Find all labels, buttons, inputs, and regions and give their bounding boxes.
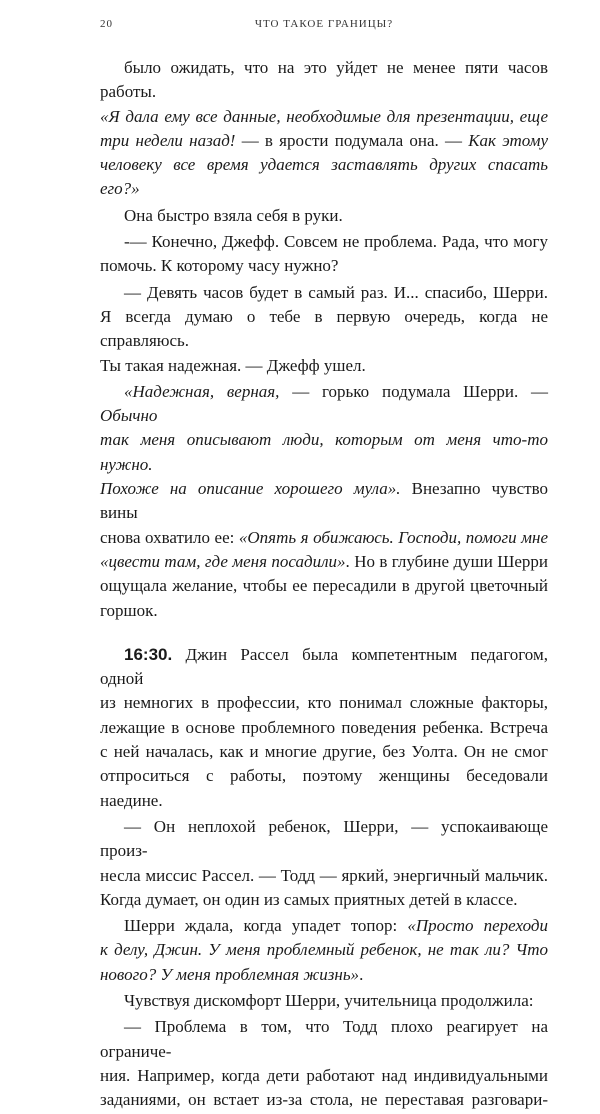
text-line [100,1064,548,1088]
text-run: — Девять часов будет в самый раз. И... спасибо, Шерри. [124,282,548,302]
text-line [100,963,548,987]
text-line [100,428,548,477]
text-line [100,643,548,692]
text-run: . Но в глубине души Шерри [345,551,548,571]
text-line [100,716,548,740]
italic-text: «Просто переходи [407,916,548,936]
text-run: — Проблема в том, что Тодд плохо реагирует на ограниче- [100,1017,548,1061]
text-line [100,815,548,864]
text-run: Когда думает, он один из самых приятных детей в классе. [100,889,518,909]
text-run: помочь. К которому часу нужно? [100,256,339,276]
text-run: лежащие в основе проблемного поведения ребенка. Встреча [100,717,548,737]
text-run: с ней началась, как и многие другие, без Уолта. Он не смог [100,742,548,762]
italic-text: человеку все время удается заставлять других спасать его?» [100,155,548,199]
text-run: Джин Рассел была компетентным педагогом, одной [100,644,548,689]
paragraph [100,56,548,202]
text-run: из немногих в профессии, кто понимал сложные факторы, [100,693,548,713]
text-line [100,599,548,623]
text-line [100,230,548,254]
text-line [100,204,548,228]
paragraph [100,1015,548,1112]
italic-text: «Я дала ему все данные, необходимые для презентации, еще [100,106,548,126]
text-run: -— Конечно, Джефф. Совсем не проблема. Рада, что могу [124,232,548,252]
running-title: ЧТО ТАКОЕ ГРАНИЦЫ? [254,18,394,30]
paragraph [100,815,548,912]
text-run: — Он неплохой ребенок, Шерри, — успокаивающе произ- [100,816,548,861]
italic-text: «Надежная, верная, [124,381,280,401]
italic-text: Как этому [468,130,548,150]
text-line [100,574,548,598]
text-run: Шерри ждала, когда упадет топор: [124,916,408,936]
paragraph [100,914,548,987]
text-line [100,477,548,526]
text-run: снова охватило ее: [100,527,239,547]
text-run: . [359,964,364,984]
text-line [100,281,548,305]
text-run: Ты такая надежная. — Джефф ушел. [100,355,366,375]
text-run: — в ярости подумала она. — [235,130,469,150]
text-line [100,691,548,715]
text-line [100,1088,548,1112]
text-run: ния. Например, когда дети работают над индивидуальными [100,1065,548,1085]
text-line [100,153,548,202]
text-run: — горько подумала Шерри. — [279,381,548,401]
text-run: отпроситься с работы, поэтому женщины беседовали наедине. [100,766,548,810]
body-text [100,56,548,1114]
paragraph [100,281,548,378]
text-run: Чувствуя дискомфорт Шерри, учительница продолжила: [124,990,534,1010]
text-line [100,254,548,278]
text-line [100,740,548,764]
text-run: несла миссис Рассел. — Тодд — яркий, энергичный мальчик. [100,865,548,885]
page-header [100,18,548,34]
italic-text: к делу, Джин. У меня проблемный ребенок, не так ли? Что [100,940,548,960]
text-line [100,526,548,550]
text-line [100,864,548,888]
paragraph [100,204,548,228]
italic-text: так меня описывают люди, которым от меня что-то нужно. [100,430,548,474]
paragraph [100,380,548,623]
text-line [100,764,548,813]
time-marker: 16:30. [124,644,173,664]
text-run: горшок. [100,600,158,620]
text-line [100,888,548,912]
paragraph [100,230,548,279]
paragraph [100,643,548,813]
text-line [100,989,548,1013]
text-line [100,914,548,938]
italic-text: «Опять я обижаюсь. Господи, помоги мне [238,527,548,547]
italic-text: три недели назад! [100,130,236,150]
text-line [100,305,548,354]
text-run: Внезапно чувство вины [100,479,548,523]
text-line [100,105,548,129]
text-line [100,550,548,574]
text-run: было ожидать, что на это уйдет не менее пяти часов работы. [100,58,548,102]
page-number: 20 [100,18,113,30]
italic-text: «цвести там, где меня посадили» [100,551,346,571]
text-line [100,938,548,962]
italic-text: нового? У меня проблемная жизнь» [100,964,360,984]
text-line [100,380,548,429]
text-run: заданиями, он встает из-за стола, не переставая разговари- [100,1090,548,1110]
text-line [100,1015,548,1064]
text-line [100,129,548,153]
text-line [100,354,548,378]
text-run: Она быстро взяла себя в руки. [124,205,343,225]
text-run: ощущала желание, чтобы ее пересадили в другой цветочный [100,576,548,596]
text-run: Я всегда думаю о тебе в первую очередь, когда не справляюсь. [100,306,548,351]
italic-text: Похоже на описание хорошего мула». [100,479,401,499]
italic-text: Обычно [100,406,158,426]
paragraph [100,989,548,1013]
text-line [100,56,548,105]
